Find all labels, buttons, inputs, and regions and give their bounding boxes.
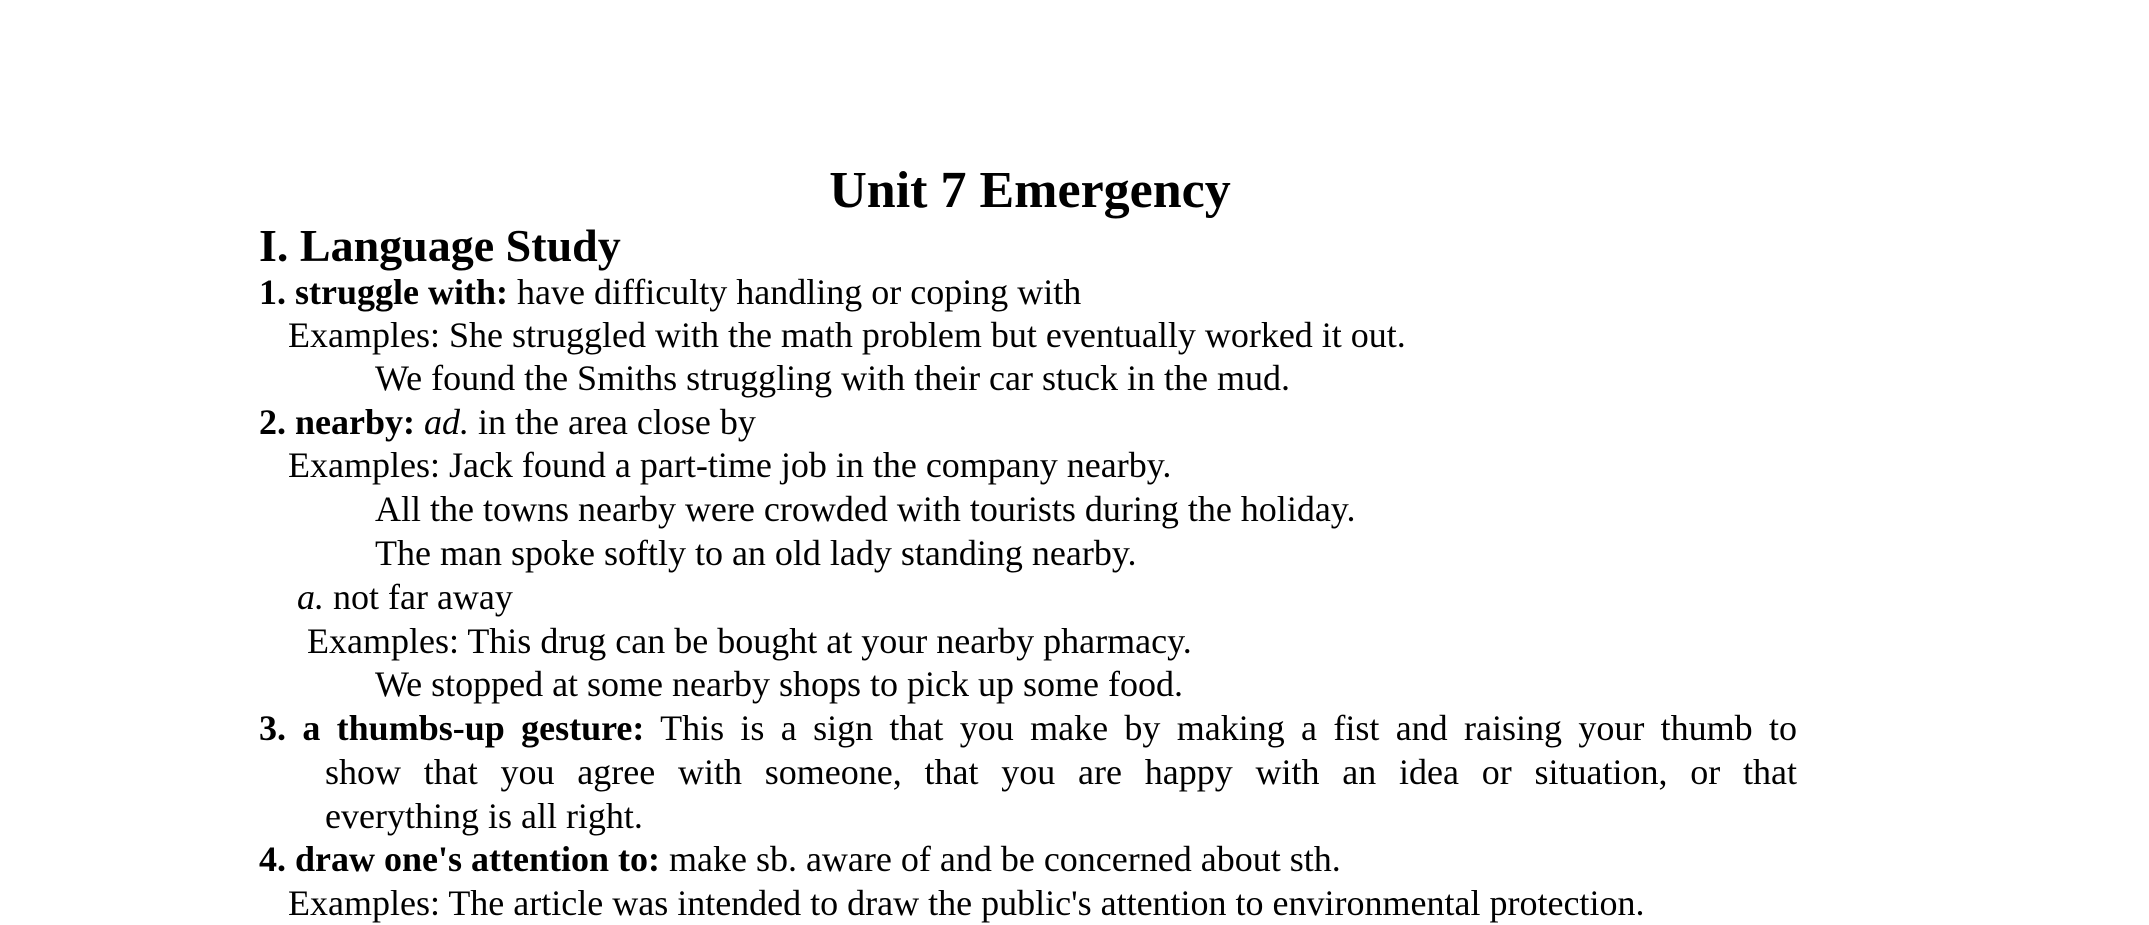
example-sentence: The man spoke softly to an old lady standing nearby. [375,533,1137,573]
part-of-speech: ad. [424,402,469,442]
example-sentence: We found the Smiths struggling with their car stuck in the mud. [375,358,1290,398]
example-sentence: The article was intended to draw the public's attention to environmental protection. [439,883,1645,923]
entry-1-line [259,270,1081,314]
section-heading: I. Language Study [259,220,621,271]
entry-term: 2. nearby: [259,402,415,442]
examples-label: Examples: [288,883,440,923]
example-sentence: We stopped at some nearby shops to pick up some food. [375,664,1183,704]
entry-2-examples-line [288,443,1171,487]
entry-definition-continued: show that you agree with someone, that you are happy with an idea or situation, or that [325,752,1797,792]
entry-2-line [259,400,756,444]
example-sentence: Jack found a part-time job in the company nearby. [439,445,1172,485]
example-sentence: All the towns nearby were crowded with tourists during the holiday. [375,489,1356,529]
entry-definition: not far away [324,577,513,617]
example-sentence: This drug can be bought at your nearby pharmacy. [458,621,1192,661]
entry-4-examples-line [288,881,1644,925]
examples-label: Examples: [288,445,440,485]
entry-definition: make sb. aware of and be concerned about sth. [659,839,1341,879]
examples-label: Examples: [307,621,459,661]
entry-definition: have difficulty handling or coping with [507,272,1082,312]
entry-4-line [259,837,1341,881]
part-of-speech: a. [297,577,324,617]
entry-2-sense-a-examples-line [307,619,1192,663]
entry-definition-continued: everything is all right. [325,796,643,836]
entry-definition: in the area close by [469,402,756,442]
entry-term: 4. draw one's attention to: [259,839,660,879]
entry-definition: This is a sign that you make by making a fist and raising your thumb to [644,708,1797,748]
entry-term: 3. a thumbs-up gesture: [259,708,645,748]
example-sentence: She struggled with the math problem but eventually worked it out. [439,315,1406,355]
examples-label: Examples: [288,315,440,355]
entry-2-sense-a-line [297,575,513,619]
page-title: Unit 7 Emergency [829,162,1231,219]
entry-1-examples-line [288,313,1406,357]
entry-term: 1. struggle with: [259,272,508,312]
entry-3-line [259,706,1797,750]
